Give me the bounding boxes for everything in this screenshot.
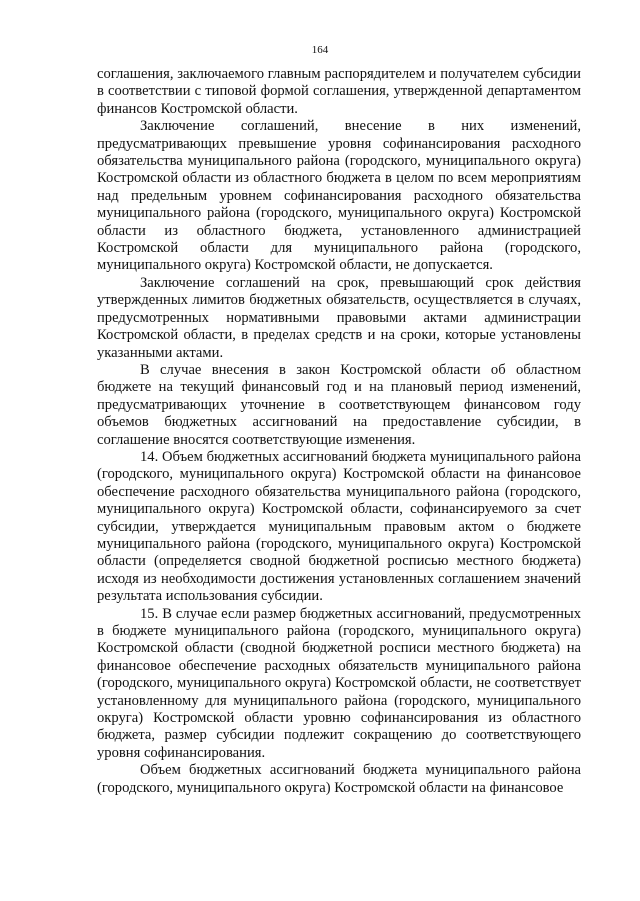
- paragraph-law-amendments: В случае внесения в закон Костромской области об областном бюджете на текущий финансовый год и на плановый период изменений, предусматривающих уточнение в соответствующем финансовом году объемов бюджетных ассигнований на предоставление субсидии, в соглашение вносятся соответствующие изменения.: [97, 361, 581, 448]
- page-number: 164: [311, 44, 329, 56]
- paragraph-agreement-term: Заключение соглашений на срок, превышающий срок действия утвержденных лимитов бюджетных обязательств, осуществляется в случаях, предусмотренных нормативными правовыми актами администрации Костромской области, в пределах средств и на сроки, которые установлены указанными актами.: [97, 274, 581, 361]
- paragraph-clause-15: 15. В случае если размер бюджетных ассигнований, предусмотренных в бюджете муниципального района (городского, муниципального округа) Костромской области (сводной бюджетной росписи местного бюджета) на финансовое обеспечение расходных обязательств муниципального района (городского, муниципального округа) Костромской области, не соответствует установленному для муниципального района (городского, муниципального округа) Костромской области уровню софинансирования из областного бюджета, размер субсидии подлежит сокращению до соответствующего уровня софинансирования.: [97, 605, 581, 761]
- paragraph-agreement-conclusion: Заключение соглашений, внесение в них изменений, предусматривающих превышение уровня софинансирования расходного обязательства муниципального района (городского, муниципального округа) Костромской области из областного бюджета в целом по всем мероприятиям над предельным уровнем софинансирования расходного обязательства муниципального района (городского, муниципального округа) Костромской области из областного бюджета, установленного администрацией Костромской области для муниципального района (городского, муниципального округа) Костромской области, не допускается.: [97, 118, 581, 274]
- paragraph-budget-volume: Объем бюджетных ассигнований бюджета муниципального района (городского, муниципального округа) Костромской области на финансовое: [97, 762, 581, 796]
- paragraph-continuation: соглашения, заключаемого главным распорядителем и получателем субсидии в соответствии с типовой формой соглашения, утвержденной департаментом финансов Костромской области.: [97, 66, 581, 117]
- document-body: [97, 66, 581, 797]
- paragraph-clause-14: 14. Объем бюджетных ассигнований бюджета муниципального района (городского, муниципального округа) Костромской области на финансовое обеспечение расходного обязательства муниципального района (городского, муниципального округа) Костромской области, софинансируемого за счет субсидии, утверждается муниципальным правовым актом о бюджете муниципального района (городского, муниципального округа) Костромской области (определяется сводной бюджетной росписью местного бюджета) исходя из необходимости достижения установленных соглашением значений результата использования субсидии.: [97, 448, 581, 605]
